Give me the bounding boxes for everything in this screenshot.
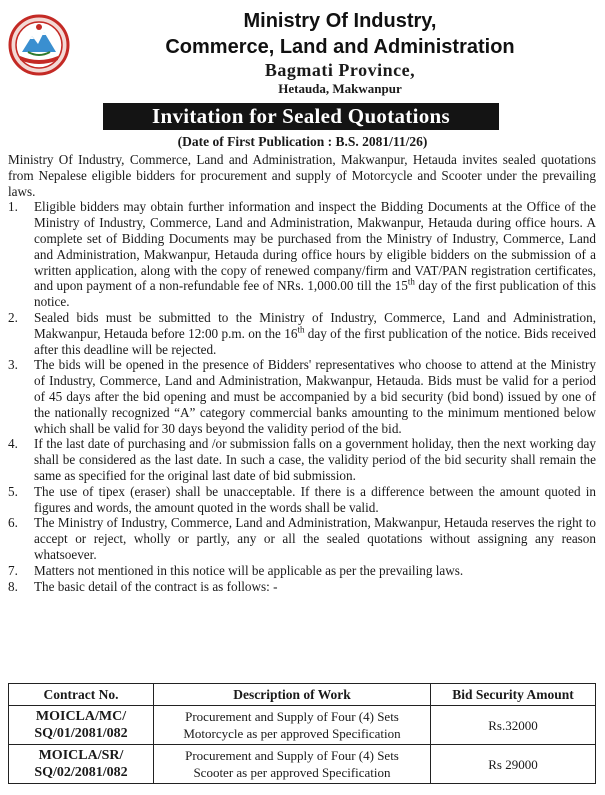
description-cell: Procurement and Supply of Four (4) Sets Scooter as per approved Specification bbox=[154, 745, 431, 784]
list-item: 7. Matters not mentioned in this notice will be applicable as per the prevailing laws. bbox=[8, 562, 464, 578]
list-item: 4. If the last date of purchasing and /or submission falls on a government holiday, then the next working day shall be considered as the last date. In such a case, the validity period of the bid security shall remain the same as specified for the original last date of bid submission. bbox=[8, 436, 596, 483]
table-row bbox=[9, 706, 596, 745]
notice-body bbox=[8, 152, 596, 594]
contract-table bbox=[8, 683, 596, 784]
list-item: 8. The basic detail of the contract is as follows: - bbox=[8, 578, 278, 594]
list-item: 6. The Ministry of Industry, Commerce, Land and Administration, Makwanpur, Hetauda reserves the right to accept or reject, wholly or partly, any or all the sealed quotations without assigning any reason whatsoever. bbox=[8, 515, 596, 562]
nepal-government-emblem-icon bbox=[8, 14, 70, 76]
location-name: Hetauda, Makwanpur bbox=[278, 81, 402, 96]
list-item: 1. Eligible bidders may obtain further information and inspect the Bidding Documents at the Office of the Ministry of Industry, Commerce, Land and Administration, Makwanpur, Hetauda during office hours. A complete set of Bidding Documents may be purchased from the Ministry of Industry, Commerce, Land and Administration, Makwanpur, Hetauda during office hours by eligible bidders on the submission of a written application, along with the copy of renewed company/firm and VAT/PAN registration certificates, and upon payment of a non-refundable fee of NRs. 1,000.00 till the 15th day of the first publication of this notice. bbox=[8, 199, 596, 310]
intro-paragraph: Ministry Of Industry, Commerce, Land and Administration, Makwanpur, Hetauda invites sealed quotations from Nepalese eligible bidders for procurement and supply of Motorcycle and Scooter under the prevailing laws. bbox=[8, 152, 596, 199]
publication-date: (Date of First Publication : B.S. 2081/11/26) bbox=[177, 134, 428, 149]
column-header-contract-no: Contract No. bbox=[9, 684, 154, 706]
conditions-list bbox=[8, 199, 596, 594]
province-name: Bagmati Province, bbox=[264, 60, 416, 80]
contract-number-cell: MOICLA/SR/ SQ/02/2081/082 bbox=[9, 745, 154, 784]
list-item: 3. The bids will be opened in the presence of Bidders' representatives who choose to attend at the Ministry of Industry, Commerce, Land and Administration, Makwanpur, Hetauda. Bids must be valid for a period of 45 days after the bid opening and must be accompanied by a bid security (bid bond) issued by one of the nationally recognized “A” category commercial banks amounting to the minimum mentioned below which shall be valid for 30 days beyond the validity period of the bid. bbox=[8, 357, 596, 436]
bid-security-cell: Rs.32000 bbox=[431, 706, 596, 745]
table-row bbox=[9, 745, 596, 784]
contract-number-cell: MOICLA/MC/ SQ/01/2081/082 bbox=[9, 706, 154, 745]
list-item: 2. Sealed bids must be submitted to the Ministry of Industry, Commerce, Land and Administration, Makwanpur, Hetauda before 12:00 p.m. on the 16th day of the first publication of the notice. Bids received after this deadline will be rejected. bbox=[8, 309, 596, 357]
ministry-title-line1: Ministry Of Industry, bbox=[243, 10, 437, 32]
list-item: 5. The use of tipex (eraser) shall be unacceptable. If there is a difference between the amount quoted in figures and words, the amount quoted in the words shall be valid. bbox=[8, 483, 596, 515]
column-header-bid-security: Bid Security Amount bbox=[431, 684, 596, 706]
description-cell: Procurement and Supply of Four (4) Sets Motorcycle as per approved Specification bbox=[154, 706, 431, 745]
column-header-description: Description of Work bbox=[154, 684, 431, 706]
table-header-row bbox=[9, 684, 596, 706]
ministry-title-line2: Commerce, Land and Administration bbox=[165, 36, 515, 58]
bid-security-cell: Rs 29000 bbox=[431, 745, 596, 784]
notice-title-banner: Invitation for Sealed Quotations bbox=[103, 103, 499, 130]
